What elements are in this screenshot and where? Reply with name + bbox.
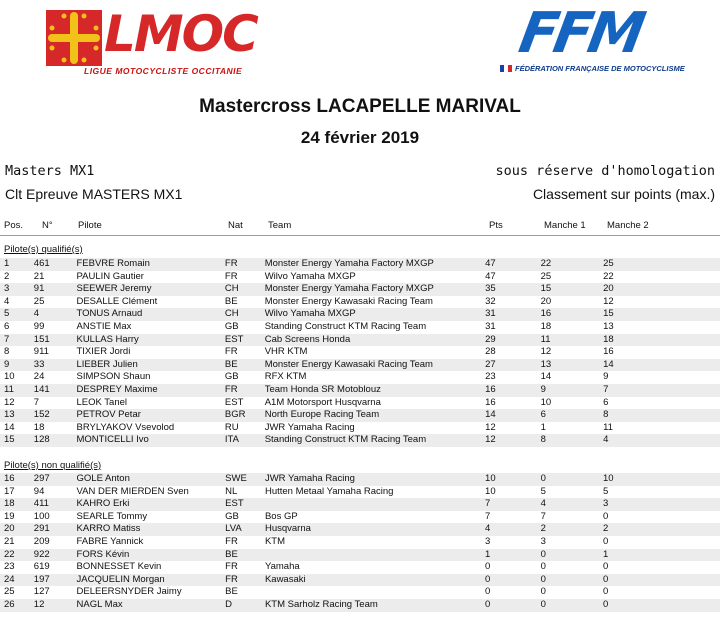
cell-m2: 11	[603, 421, 613, 433]
cell-no: 33	[34, 359, 77, 372]
cell-m1: 13	[541, 359, 603, 372]
cell-nat: BGR	[225, 409, 265, 422]
cell-nat: FR	[225, 561, 238, 573]
cell-no: 297	[34, 473, 77, 486]
cell-team: Yamaha	[264, 561, 300, 573]
cell-pts: 47	[485, 258, 541, 271]
cell-pos: 10	[4, 371, 15, 383]
cell-pts: 16	[485, 384, 541, 397]
cell-pilote: PAULIN Gautier	[76, 270, 144, 282]
table-row	[0, 346, 720, 359]
cell-m2: 0	[603, 586, 609, 598]
cell-pts: 0	[485, 599, 541, 612]
col-pos: Pos.	[4, 220, 24, 231]
table-row	[0, 536, 720, 549]
cell-team: Monster Energy Yamaha Factory MXGP	[265, 258, 485, 271]
cell-m2: 9	[603, 371, 609, 383]
cell-no: 141	[34, 384, 77, 397]
qualified-section-label: Pilote(s) qualifié(s)	[4, 244, 83, 255]
cell-pos: 6	[4, 320, 10, 332]
cell-nat: EST	[225, 498, 265, 511]
cell-team: KTM Sarholz Racing Team	[265, 599, 485, 612]
table-row	[0, 574, 720, 587]
cell-pts: 4	[485, 523, 541, 536]
col-nat: Nat	[228, 220, 243, 231]
cell-pos: 26	[0, 599, 34, 612]
cell-nat: EST	[224, 396, 244, 408]
cell-pts: 12	[485, 434, 541, 447]
cell-m1: 14	[540, 371, 552, 383]
cell-team: Team Honda SR Motoblouz	[265, 384, 485, 397]
cell-pts: 0	[485, 561, 491, 573]
non-qualified-table	[0, 473, 720, 612]
cell-pilote: MONTICELLI Ivo	[76, 434, 224, 447]
cell-pilote: BRYLYAKOV Vsevolod	[76, 421, 175, 433]
cell-m2: 15	[603, 308, 720, 321]
cell-team: Standing Construct KTM Racing Team	[265, 434, 485, 447]
qualified-rows	[0, 258, 720, 447]
cell-pos: 9	[0, 359, 34, 372]
cell-team: A1M Motorsport Husqvarna	[264, 396, 381, 408]
cell-nat: CH	[225, 283, 265, 296]
cell-m1: 4	[541, 498, 603, 511]
col-pts: Pts	[489, 220, 503, 231]
cell-pilote: PETROV Petar	[76, 409, 224, 422]
cell-nat: FR	[225, 535, 238, 547]
cell-no: 151	[34, 334, 77, 347]
table-row	[0, 384, 720, 397]
cell-team: North Europe Racing Team	[265, 409, 485, 422]
homologation-note: sous réserve d'homologation	[495, 163, 715, 179]
col-pilote: Pilote	[78, 220, 102, 231]
table-row	[0, 359, 720, 372]
cell-no: 291	[34, 523, 77, 536]
col-team: Team	[268, 220, 292, 231]
cell-team: Bos GP	[264, 510, 298, 522]
cell-nat: LVA	[225, 523, 265, 536]
cell-pos: 1	[0, 258, 34, 271]
cell-nat: BE	[224, 295, 238, 307]
cell-m1: 3	[540, 535, 546, 547]
table-row	[0, 397, 720, 410]
ranking-type: Classement sur points (max.)	[532, 186, 715, 202]
cell-nat: BE	[225, 586, 238, 598]
cell-m1: 5	[540, 485, 546, 497]
cell-pos: 11	[0, 384, 34, 397]
cell-m2: 3	[603, 498, 720, 511]
cell-pilote: JACQUELIN Morgan	[77, 574, 226, 587]
cell-pilote: BONNESSET Kevin	[76, 561, 162, 573]
cell-m2: 2	[603, 523, 720, 536]
cell-no: 7	[33, 396, 40, 408]
cell-no: 619	[33, 561, 50, 573]
cell-pilote: FABRE Yannick	[76, 535, 144, 547]
cell-m2: 4	[603, 434, 720, 447]
cell-no: 152	[34, 409, 77, 422]
cell-m1: 9	[541, 384, 603, 397]
cell-no: 24	[33, 371, 45, 383]
cell-m1: 1	[540, 421, 546, 433]
cell-m2: 22	[603, 270, 614, 282]
cell-nat: RU	[224, 421, 239, 433]
cell-pilote: FORS Kévin	[77, 549, 226, 562]
cell-m2: 25	[603, 258, 720, 271]
cell-nat: BE	[225, 359, 265, 372]
cell-pts: 10	[485, 485, 496, 497]
cell-pilote: SIMPSON Shaun	[76, 371, 151, 383]
cell-pos: 3	[0, 283, 34, 296]
cell-pilote: DESPREY Maxime	[76, 384, 224, 397]
cell-team: VHR KTM	[264, 346, 308, 358]
cell-team: Monster Energy Kawasaki Racing Team	[265, 359, 485, 372]
cell-pos: 4	[4, 295, 10, 307]
cell-m1: 10	[540, 396, 552, 408]
cell-pos: 16	[0, 473, 34, 486]
cell-team: Husqvarna	[265, 523, 485, 536]
cell-pts: 16	[485, 396, 496, 408]
cell-pilote: VAN DER MIERDEN Sven	[76, 485, 189, 497]
french-flag-icon	[500, 65, 512, 72]
cell-pts: 31	[485, 320, 496, 332]
table-row	[0, 422, 720, 435]
cell-m2: 10	[603, 473, 720, 486]
cell-m2: 18	[603, 334, 720, 347]
table-row	[0, 308, 720, 321]
cell-pilote: SEARLE Tommy	[76, 510, 148, 522]
cell-nat: ITA	[225, 434, 265, 447]
ranking-row	[5, 186, 715, 202]
cell-pos: 20	[0, 523, 34, 536]
cell-pos: 24	[0, 574, 34, 587]
cell-pts: 47	[485, 270, 496, 282]
table-row	[0, 561, 720, 574]
cell-m2: 16	[603, 346, 614, 358]
cell-pts: 0	[485, 586, 491, 598]
cell-pilote: DELEERSNYDER Jaimy	[76, 586, 182, 598]
cell-pos: 2	[4, 270, 10, 282]
cell-m2: 0	[603, 535, 609, 547]
cell-no: 911	[33, 346, 49, 358]
cell-m1: 18	[540, 320, 552, 332]
cell-pilote: LIEBER Julien	[76, 359, 224, 372]
cell-m1: 0	[540, 586, 546, 598]
cell-m1: 0	[541, 473, 603, 486]
cell-pos: 25	[4, 586, 15, 598]
cell-pos: 17	[4, 485, 15, 497]
cell-m1: 8	[541, 434, 603, 447]
cell-m1: 6	[541, 409, 603, 422]
cell-no: 12	[34, 599, 77, 612]
cell-no: 127	[33, 586, 50, 598]
cell-team: Hutten Metaal Yamaha Racing	[264, 485, 394, 497]
column-headers	[0, 220, 720, 232]
non-qualified-rows	[0, 473, 720, 612]
cell-nat: FR	[225, 384, 265, 397]
table-row	[0, 486, 720, 499]
lmoc-wordmark: LMOC	[104, 5, 257, 63]
cell-m2: 12	[603, 295, 614, 307]
cell-nat: NL	[225, 485, 238, 497]
cell-nat: CH	[225, 308, 265, 321]
table-row	[0, 586, 720, 599]
cell-team: RFX KTM	[264, 371, 307, 383]
cell-pos: 18	[0, 498, 34, 511]
cell-pilote: KAHRO Erki	[77, 498, 226, 511]
table-row	[0, 334, 720, 347]
table-row	[0, 473, 720, 486]
cell-pos: 22	[0, 549, 34, 562]
cell-pts: 35	[485, 283, 541, 296]
cell-pts: 32	[485, 295, 496, 307]
cell-m1: 12	[540, 346, 552, 358]
cell-pts: 7	[485, 498, 541, 511]
table-row	[0, 271, 720, 284]
cell-m1: 20	[540, 295, 552, 307]
cell-pilote: FEBVRE Romain	[76, 258, 224, 271]
cell-m1: 25	[540, 270, 552, 282]
cell-no: 94	[33, 485, 45, 497]
cell-m2: 0	[603, 599, 720, 612]
cell-pos: 5	[0, 308, 34, 321]
cell-pts: 31	[485, 308, 541, 321]
cell-pts: 23	[485, 371, 496, 383]
cell-no: 18	[33, 421, 45, 433]
cell-pts: 1	[485, 549, 541, 562]
cell-m2: 20	[603, 283, 720, 296]
cell-team: Standing Construct KTM Racing Team	[264, 320, 427, 332]
cell-m2: 0	[603, 561, 609, 573]
cell-pts: 27	[485, 359, 541, 372]
cell-m2: 0	[603, 574, 720, 587]
table-row	[0, 599, 720, 612]
col-no: N°	[42, 220, 53, 231]
table-row	[0, 371, 720, 384]
cell-nat: GB	[224, 371, 239, 383]
cell-no: 209	[33, 535, 50, 547]
cell-no: 197	[34, 574, 77, 587]
cell-pilote: TONUS Arnaud	[76, 308, 224, 321]
cell-nat: SWE	[225, 473, 265, 486]
table-row	[0, 283, 720, 296]
cell-pts: 7	[485, 510, 491, 522]
cell-pilote: KULLAS Harry	[76, 334, 224, 347]
non-qualified-section-label: Pilote(s) non qualifié(s)	[4, 460, 102, 471]
cell-pos: 13	[0, 409, 34, 422]
cell-pos: 14	[4, 421, 15, 433]
cell-no: 922	[34, 549, 77, 562]
event-title: Mastercross LACAPELLE MARIVAL	[199, 96, 521, 117]
cell-m1: 11	[541, 334, 603, 347]
ffm-wordmark: FFM	[514, 1, 647, 66]
cell-pilote: DESALLE Clément	[76, 295, 158, 307]
cell-m1: 0	[541, 549, 603, 562]
cell-no: 461	[34, 258, 77, 271]
cell-pilote: SEEWER Jeremy	[76, 283, 224, 296]
cell-no: 21	[33, 270, 45, 282]
cell-m2: 8	[603, 409, 720, 422]
cell-team: Kawasaki	[265, 574, 485, 587]
cell-team: Monster Energy Yamaha Factory MXGP	[265, 283, 485, 296]
ranking-name: Clt Epreuve MASTERS MX1	[5, 186, 183, 202]
cell-nat: EST	[225, 334, 265, 347]
cell-m2: 6	[603, 396, 609, 408]
cell-pilote: NAGL Max	[77, 599, 226, 612]
cell-pilote: KARRO Matiss	[77, 523, 226, 536]
cell-m1: 15	[541, 283, 603, 296]
occitan-cross-icon	[46, 10, 102, 66]
cell-pts: 28	[485, 346, 496, 358]
cell-m1: 7	[540, 510, 546, 522]
cell-team: Monster Energy Kawasaki Racing Team	[264, 295, 433, 307]
cell-pos: 7	[0, 334, 34, 347]
cell-m2: 1	[603, 549, 720, 562]
cell-nat: FR	[224, 346, 238, 358]
qualified-table	[0, 258, 720, 447]
header-divider	[0, 235, 720, 236]
header	[0, 0, 720, 90]
cell-pts: 14	[485, 409, 541, 422]
cell-no: 91	[34, 283, 77, 296]
cell-team: JWR Yamaha Racing	[265, 473, 485, 486]
cell-m2: 7	[603, 384, 720, 397]
cell-pts: 12	[485, 421, 496, 433]
cell-team: JWR Yamaha Racing	[264, 421, 355, 433]
cell-nat: BE	[225, 549, 265, 562]
cell-nat: FR	[225, 574, 265, 587]
cell-pos: 21	[4, 535, 15, 547]
table-row	[0, 523, 720, 536]
cell-no: 4	[34, 308, 77, 321]
category-row	[5, 163, 715, 179]
cell-pos: 12	[4, 396, 15, 408]
cell-m1: 2	[541, 523, 603, 536]
event-date: 24 février 2019	[300, 128, 420, 147]
cell-team: Cab Screens Honda	[265, 334, 485, 347]
table-row	[0, 498, 720, 511]
cell-nat: GB	[225, 510, 239, 522]
cell-team	[265, 498, 485, 511]
table-row	[0, 434, 720, 447]
ffm-logo	[500, 1, 716, 84]
cell-pilote: ANSTIE Max	[76, 320, 132, 332]
cell-m2: 5	[603, 485, 609, 497]
table-row	[0, 321, 720, 334]
cell-m2: 0	[603, 510, 609, 522]
cell-pts: 10	[485, 473, 541, 486]
table-row	[0, 511, 720, 524]
cell-pos: 15	[0, 434, 34, 447]
cell-pos: 19	[4, 510, 15, 522]
cell-no: 411	[34, 498, 77, 511]
cell-m1: 0	[540, 561, 546, 573]
cell-m1: 0	[541, 599, 603, 612]
cell-team: KTM	[264, 535, 286, 547]
cell-pts: 29	[485, 334, 541, 347]
table-row	[0, 549, 720, 562]
cell-m1: 22	[541, 258, 603, 271]
lmoc-logo	[4, 4, 264, 84]
category-label: Masters MX1	[5, 163, 95, 179]
cell-m2: 13	[603, 320, 614, 332]
table-row	[0, 258, 720, 271]
cell-nat: FR	[224, 270, 238, 282]
cell-pts: 3	[485, 535, 491, 547]
cell-pilote: GOLE Anton	[77, 473, 226, 486]
cell-nat: FR	[225, 258, 265, 271]
table-row	[0, 409, 720, 422]
cell-team	[265, 549, 485, 562]
cell-m1: 16	[541, 308, 603, 321]
cell-m2: 14	[603, 359, 720, 372]
cell-nat: GB	[224, 320, 239, 332]
cell-pilote: TIXIER Jordi	[76, 346, 131, 358]
col-m1: Manche 1	[544, 220, 586, 231]
cell-no: 128	[34, 434, 77, 447]
cell-team	[265, 586, 485, 599]
cell-pilote: LEOK Tanel	[76, 396, 128, 408]
cell-team: Wilvo Yamaha MXGP	[265, 308, 485, 321]
cell-no: 99	[33, 320, 45, 332]
table-row	[0, 296, 720, 309]
cell-no: 100	[33, 510, 50, 522]
cell-nat: D	[225, 599, 265, 612]
cell-no: 25	[33, 295, 45, 307]
cell-m1: 0	[541, 574, 603, 587]
cell-pts: 0	[485, 574, 541, 587]
cell-team: Wilvo Yamaha MXGP	[264, 270, 356, 282]
lmoc-subtitle: LIGUE MOTOCYCLISTE OCCITANIE	[84, 66, 243, 76]
col-m2: Manche 2	[607, 220, 649, 231]
cell-pos: 8	[4, 346, 10, 358]
ffm-subtitle: FÉDÉRATION FRANÇAISE DE MOTOCYCLISME	[515, 64, 685, 73]
cell-pos: 23	[4, 561, 15, 573]
